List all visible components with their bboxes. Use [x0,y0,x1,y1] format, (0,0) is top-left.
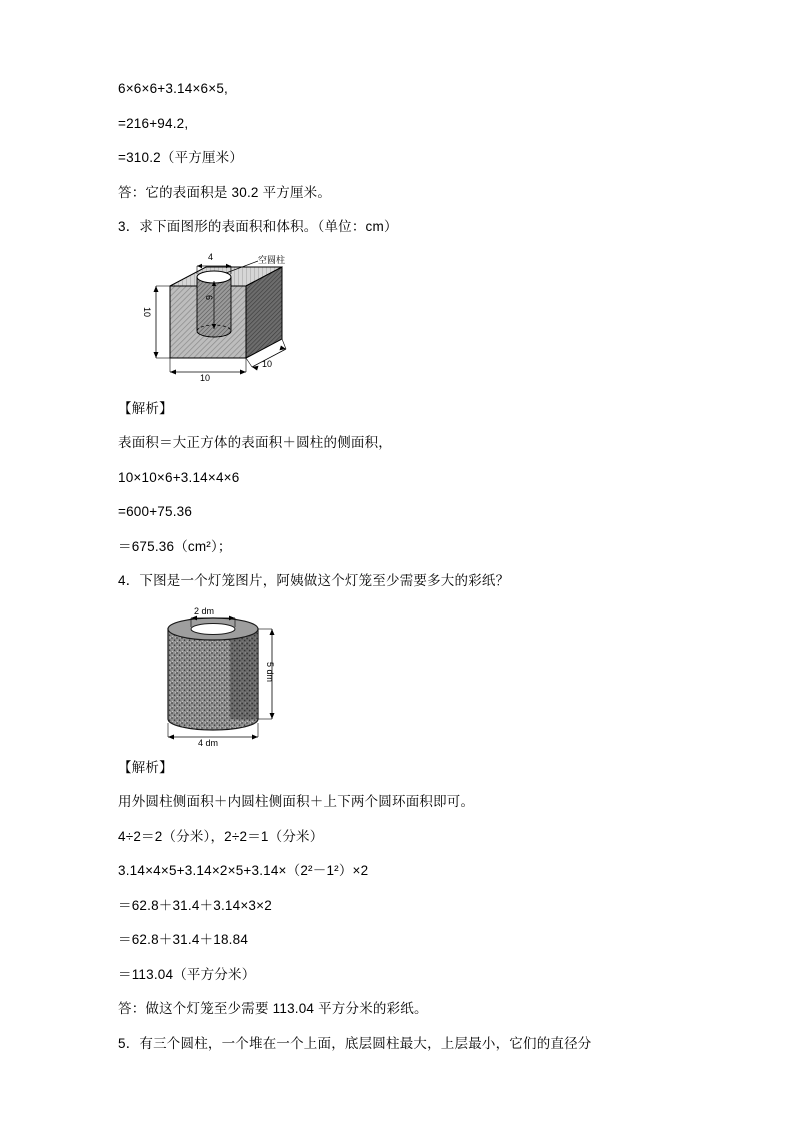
question-4-prompt: 4．下图是一个灯笼图片，阿姨做这个灯笼至少需要多大的彩纸？ [118,573,510,588]
text-line: 6×6×6+3.14×6×5, [118,81,228,96]
analysis-heading: 【解析】 [118,759,173,775]
figure-label-bottom-diameter: 4 dm [198,737,219,748]
text-line: 4÷2＝2（分米），2÷2＝1（分米） [118,828,324,844]
text-line: 3.14×4×5+3.14×2×5+3.14×（2²－1²）×2 [118,863,369,878]
text-line: ＝113.04（平方分米） [118,966,256,982]
figure-label-bottom-width: 10 [200,372,211,383]
figure-label-top-diameter: 2 dm [194,605,215,616]
figure-lantern [146,607,386,747]
question-3-prompt: 3．求下面图形的表面积和体积。（单位：cm） [118,219,398,234]
text-line: ＝62.8＋31.4＋18.84 [118,932,249,947]
text-line: 表面积＝大正方体的表面积＋圆柱的侧面积， [118,435,392,450]
document-content [118,82,678,1071]
question-5-prompt: 5．有三个圆柱，一个堆在一个上面，底层圆柱最大，上层最小，它们的直径分 [118,1035,592,1051]
answer-line: 答：做这个灯笼至少需要 113.04 平方分米的彩纸。 [118,1001,428,1016]
figure-cube-svg [134,253,434,388]
text-line: =310.2（平方厘米） [118,150,244,165]
text-line: ＝62.8＋31.4＋3.14×3×2 [118,897,272,913]
figure-cube-with-hollow-cylinder [134,253,434,388]
text-line: ＝675.36（cm²）； [118,538,232,554]
text-line: 用外圆柱侧面积＋内圆柱侧面积＋上下两个圆环面积即可。 [118,794,475,809]
text-line: 答：它的表面积是 30.2 平方厘米。 [118,184,332,200]
text-line: =216+94.2, [118,115,189,131]
text-line: 10×10×6+3.14×4×6 [118,469,240,485]
figure-label-top-diameter: 4 [208,251,214,262]
figure-caption-hollow-cylinder: 空圆柱 [258,254,286,265]
text-line: =600+75.36 [118,504,193,519]
analysis-heading: 【解析】 [118,400,173,416]
figure-label-height: 5 dm [265,661,275,682]
figure-label-depth: 10 [262,358,273,369]
figure-label-inner-height: 6 [204,294,214,300]
figure-label-left-height: 10 [142,306,152,317]
